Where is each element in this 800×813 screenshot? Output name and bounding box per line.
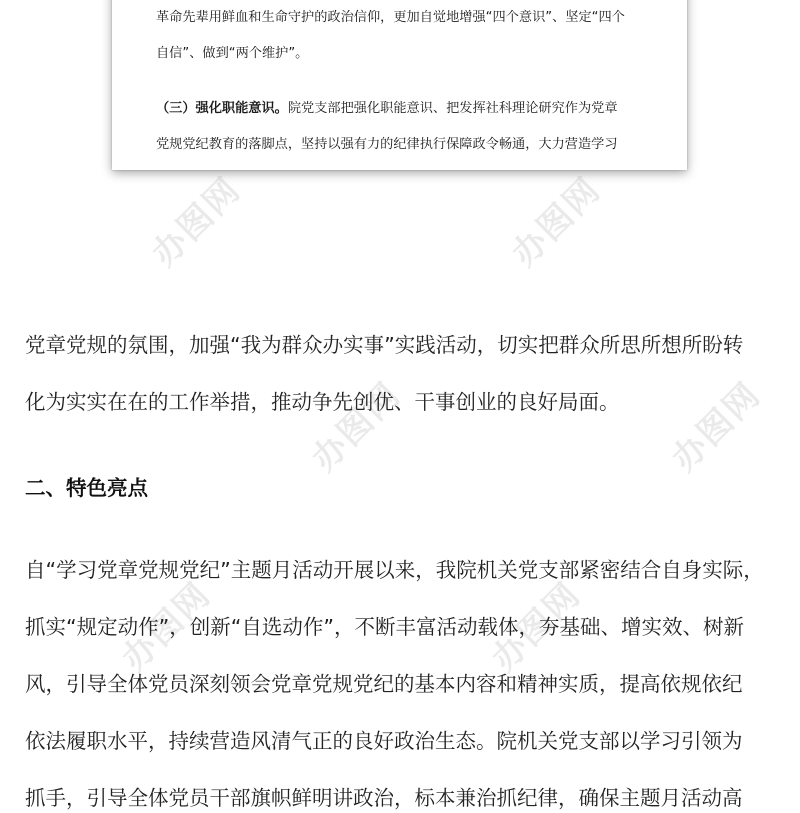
watermark: 办图网 [664, 374, 769, 480]
body-line: 抓实“规定动作”，创新“自选动作”，不断丰富活动载体，夯基础、增实效、树新 [25, 615, 744, 639]
inset-document [112, 0, 687, 170]
section-heading: 二、特色亮点 [25, 476, 148, 500]
inset-line: 革命先辈用鲜血和生命守护的政治信仰，更加自觉地增强“四个意识”、坚定“四个 [156, 10, 625, 25]
body-line: 抓手，引导全体党员干部旗帜鲜明讲政治，标本兼治抓纪律，确保主题月活动高 [25, 786, 743, 810]
body-line: 党章党规的氛围，加强“我为群众办实事”实践活动，切实把群众所思所想所盼转 [25, 333, 744, 357]
body-line: 依法履职水平，持续营造风清气正的良好政治生态。院机关党支部以学习引领为 [25, 729, 743, 753]
watermark: 办图网 [144, 169, 249, 275]
watermark: 办图网 [114, 574, 219, 680]
inset-line: 自信”、做到“两个维护”。 [156, 46, 309, 61]
inset-line: 党规党纪教育的落脚点，坚持以强有力的纪律执行保障政令畅通，大力营造学习 [156, 137, 618, 152]
inset-section-text: 院党支部把强化职能意识、把发挥社科理论研究作为党章 [287, 101, 618, 116]
watermark: 办图网 [504, 169, 609, 275]
watermark: 办图网 [484, 574, 589, 680]
inset-section-line [156, 100, 618, 118]
watermark: 办图网 [304, 374, 409, 480]
body-line: 自“学习党章党规党纪”主题月活动开展以来，我院机关党支部紧密结合自身实际， [25, 558, 764, 582]
body-line: 风，引导全体党员深刻领会党章党规党纪的基本内容和精神实质，提高依规依纪 [25, 672, 743, 696]
body-line: 化为实实在在的工作举措，推动争先创优、干事创业的良好局面。 [25, 390, 620, 414]
inset-section-heading: （三）强化职能意识。 [156, 101, 288, 116]
